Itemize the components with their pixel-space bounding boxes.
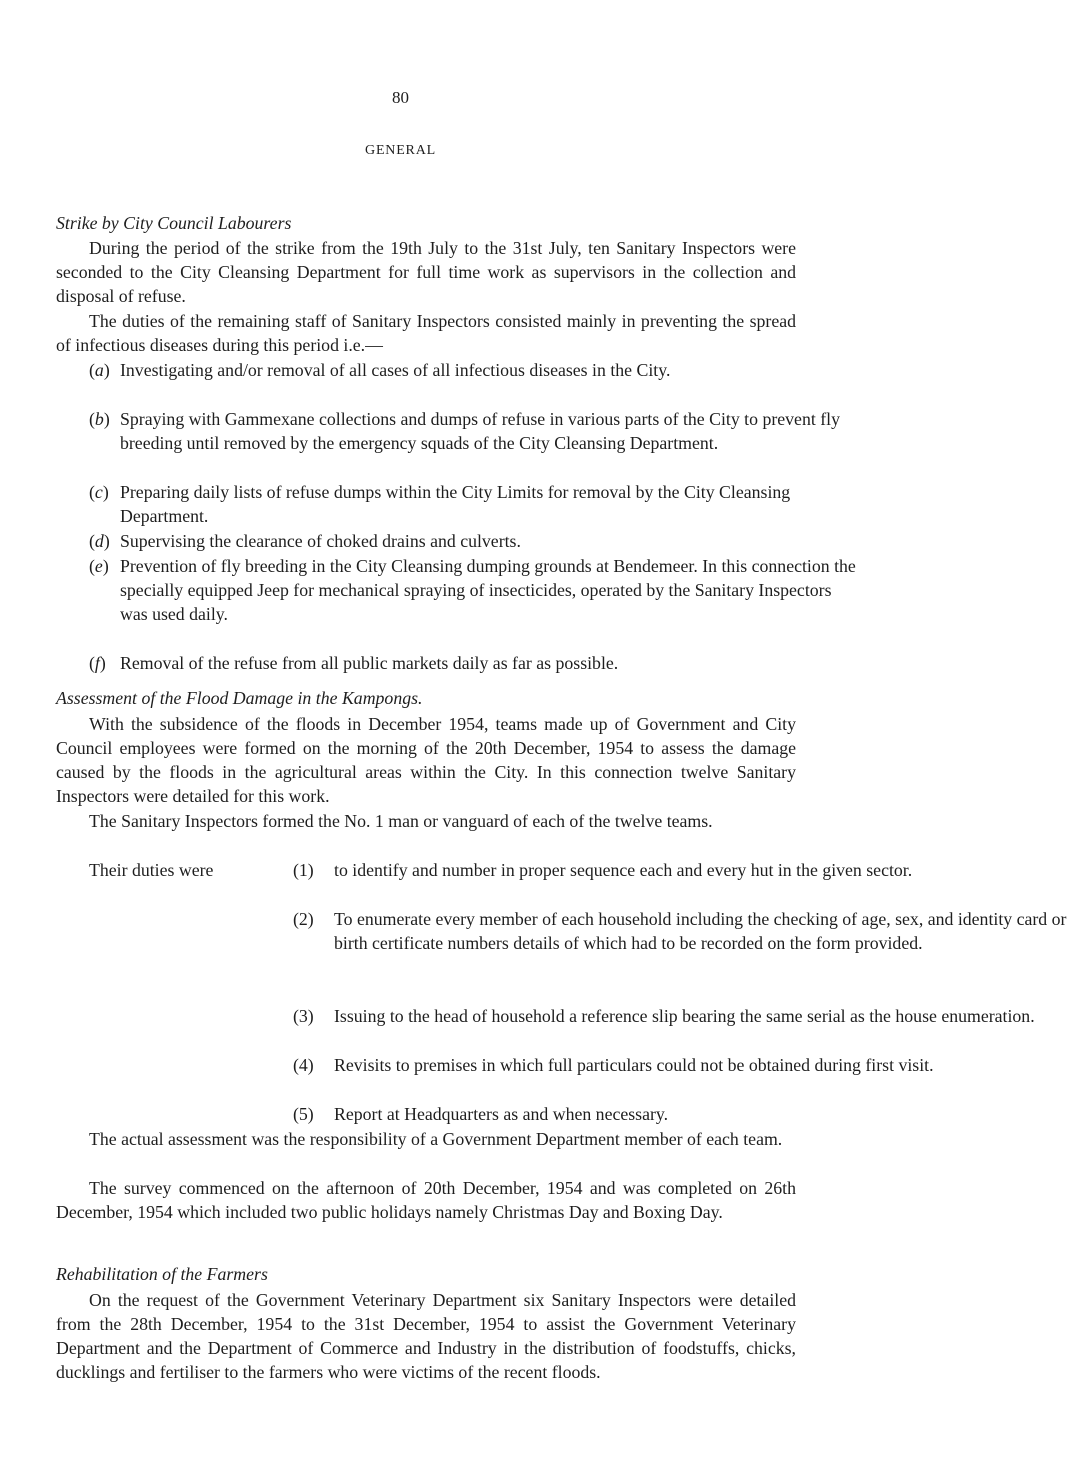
paragraph: The Sanitary Inspectors formed the No. 1 man or vanguard of each of the twelve teams.: [89, 811, 713, 831]
paragraph: The survey commenced on the afternoon of 20th December, 1954 and was completed on 26th December, 1954 which included two public holidays namely Christmas Day and Boxing Day.: [56, 1178, 796, 1222]
duty-label: (4): [293, 1055, 314, 1075]
section-heading-strike: Strike by City Council Labourers: [56, 213, 292, 233]
duty-item: [56, 907, 1074, 955]
paragraph: On the request of the Government Veterinary Department six Sanitary Inspectors were detailed from the 28th December, 1954 to the 31st December, 1954 to assist the Government Veterinary Department and the Department of Commerce and Industry in the distribution of foodstuffs, chicks, ducklings and fertiliser to the farmers who were victims of the recent floods.: [56, 1290, 796, 1382]
paragraph: With the subsidence of the floods in December 1954, teams made up of Government and City Council employees were formed on the morning of the 20th December, 1954 to assess the damage caused by the floods in the agricultural areas within the City. In this connection twelve Sanitary Inspectors were detailed for this work.: [56, 714, 796, 806]
duty-label: (1): [293, 860, 314, 880]
page-title: GENERAL: [365, 143, 436, 158]
duty-text: Revisits to premises in which full particulars could not be obtained during first visit.: [334, 1055, 934, 1075]
list-item-label: (f): [89, 653, 106, 673]
list-item-label: (b): [89, 409, 110, 429]
duty-item: [56, 1053, 1074, 1077]
duty-text: To enumerate every member of each household including the checking of age, sex, and identity card or birth certificate numbers details of which had to be recorded on the form provided.: [334, 909, 1067, 953]
duty-item: [56, 1004, 1074, 1028]
duty-text: to identify and number in proper sequence each and every hut in the given sector.: [334, 860, 913, 880]
list-item: [56, 554, 860, 626]
list-item: [56, 651, 860, 675]
duty-text: Issuing to the head of household a reference slip bearing the same serial as the house enumeration.: [334, 1006, 1035, 1026]
list-item-label: (e): [89, 556, 109, 576]
duty-label: (3): [293, 1006, 314, 1026]
duty-item: [56, 858, 1074, 882]
paragraph: The actual assessment was the responsibility of a Government Department member of each team.: [89, 1129, 783, 1149]
list-item-text: Removal of the refuse from all public markets daily as far as possible.: [120, 653, 619, 673]
duty-label: (5): [293, 1104, 314, 1124]
paragraph: During the period of the strike from the 19th July to the 31st July, ten Sanitary Inspectors were seconded to the City Cleansing Department for full time work as supervisors in the collection and disposal of refuse.: [56, 238, 796, 306]
list-item-text: Spraying with Gammexane collections and dumps of refuse in various parts of the City to prevent fly breeding until removed by the emergency squads of the City Cleansing Department.: [120, 409, 840, 453]
section-heading-rehabilitation: Rehabilitation of the Farmers: [56, 1264, 268, 1284]
list-item-text: Supervising the clearance of choked drains and culverts.: [120, 531, 521, 551]
list-item-text: Preparing daily lists of refuse dumps within the City Limits for removal by the City Cleansing Department.: [120, 482, 791, 526]
duty-label: (2): [293, 909, 314, 929]
list-item: [56, 358, 860, 382]
list-item: [56, 480, 860, 528]
list-item-label: (d): [89, 531, 110, 551]
duty-text: Report at Headquarters as and when necessary.: [334, 1104, 669, 1124]
page-number: 80: [392, 88, 409, 107]
list-item: [56, 407, 860, 455]
list-item-text: Investigating and/or removal of all cases of all infectious diseases in the City.: [120, 360, 671, 380]
duties-intro: Their duties were: [89, 860, 214, 880]
section-heading-flood: Assessment of the Flood Damage in the Kampongs.: [56, 688, 423, 708]
list-item-label: (c): [89, 482, 109, 502]
duty-item: [56, 1102, 1074, 1126]
list-item-text: Prevention of fly breeding in the City Cleansing dumping grounds at Bendemeer. In this connection the specially equipped Jeep for mechanical spraying of insecticides, operated by the Sanitary Inspectors was used daily.: [120, 556, 856, 624]
list-item-label: (a): [89, 360, 110, 380]
paragraph: The duties of the remaining staff of Sanitary Inspectors consisted mainly in preventing the spread of infectious diseases during this period i.e.—: [56, 311, 796, 355]
list-item: [56, 529, 860, 553]
